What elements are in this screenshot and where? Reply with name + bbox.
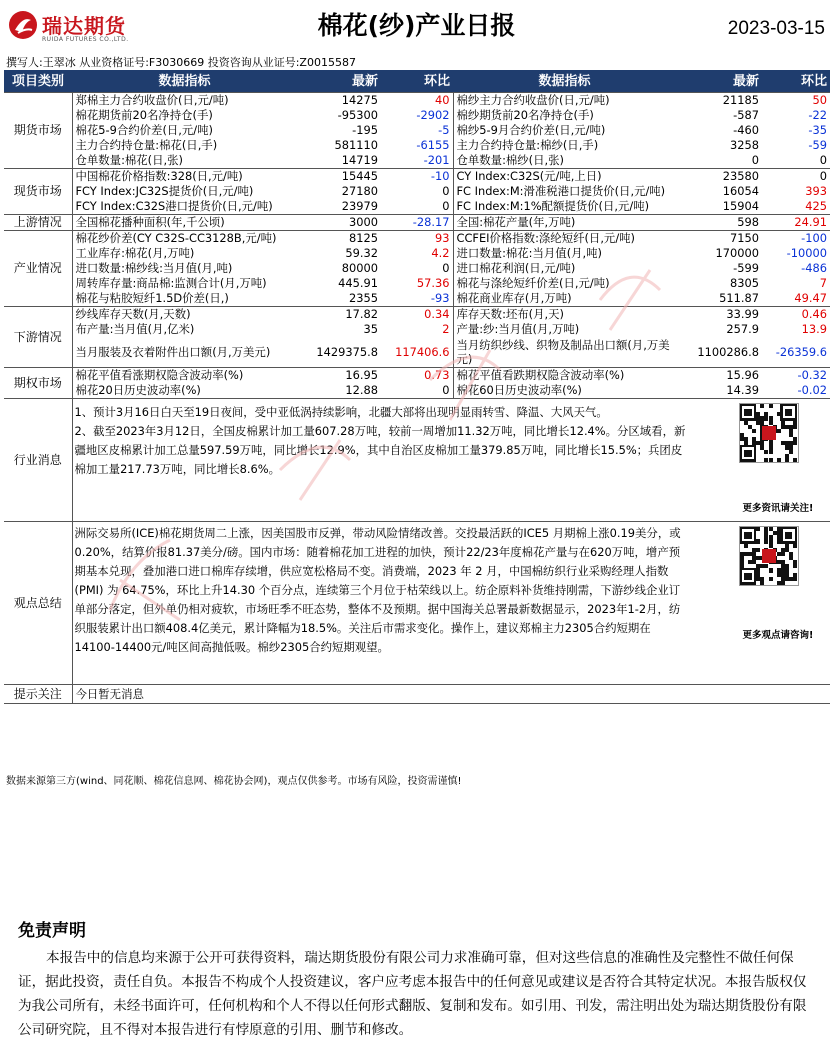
report-date: 2023-03-15 — [727, 18, 825, 39]
change-value: -0.32 — [762, 368, 830, 384]
latest-value: 3258 — [730, 138, 759, 152]
indicator-name: 棉花60日历史波动率(%) — [456, 383, 582, 397]
latest-value: 33.99 — [676, 307, 762, 323]
change-value: 0 — [381, 199, 453, 215]
col-category: 项目类别 — [4, 70, 72, 93]
latest-value: -95300 — [337, 108, 378, 122]
change-value: 49.47 — [794, 291, 827, 305]
col-latest-right: 最新 — [676, 70, 762, 93]
latest-value: 16054 — [722, 184, 759, 198]
indicator-name: 主力合约持仓量:棉花(日,手) — [75, 138, 218, 152]
indicator-name: 当月服装及衣着附件出口额(月,万美元) — [75, 344, 271, 359]
category-cell: 产业情况 — [4, 231, 72, 307]
table-row — [4, 199, 830, 215]
indicator-name: FCY Index:C32S港口提货价(日,元/吨) — [75, 199, 273, 213]
change-value: -201 — [381, 153, 453, 169]
latest-value: -460 — [733, 123, 759, 137]
change-value: -486 — [801, 261, 827, 275]
change-value: 117406.6 — [381, 337, 453, 368]
change-value: 0 — [762, 169, 830, 185]
latest-value: 59.32 — [345, 246, 378, 260]
change-value: 425 — [805, 199, 827, 213]
indicator-name: 纱线库存天数(月,天数) — [72, 307, 297, 323]
indicator-name: 棉花平值看涨期权隐含波动率(%) — [72, 368, 297, 384]
col-latest-left: 最新 — [297, 70, 381, 93]
indicator-name: 全国棉花播种面积(年,千公顷) — [72, 215, 297, 231]
change-value: 0 — [381, 184, 453, 199]
change-value: 4.2 — [381, 246, 453, 261]
table-row — [4, 231, 830, 247]
latest-value: 8125 — [297, 231, 381, 247]
change-value: -6155 — [381, 138, 453, 153]
latest-value: 1100286.8 — [697, 344, 759, 359]
change-value: 0.73 — [381, 368, 453, 384]
change-value: -35 — [808, 123, 827, 137]
indicator-name: 主力合约持仓量:棉纱(日,手) — [456, 138, 599, 152]
indicator-name: 进口数量:棉纱线:当月值(月,吨) — [75, 261, 233, 275]
table-body — [4, 93, 830, 399]
indicator-name: 布产量:当月值(月,亿米) — [75, 322, 195, 336]
news-category: 行业消息 — [4, 399, 72, 522]
latest-value: 15445 — [297, 169, 381, 185]
view-category: 观点总结 — [4, 522, 72, 685]
table-row — [4, 108, 830, 123]
table-row — [4, 337, 830, 368]
col-change-right: 环比 — [762, 70, 830, 93]
qr-caption: 更多观点请咨询! — [742, 630, 814, 641]
latest-value: 23979 — [341, 199, 378, 213]
category-cell: 现货市场 — [4, 169, 72, 215]
indicator-name: 棉纱期货前20名净持仓(手) — [456, 108, 594, 122]
change-value: -26359.6 — [775, 344, 827, 359]
table-row — [4, 169, 830, 185]
table-row — [4, 368, 830, 384]
table-header-row — [4, 70, 830, 93]
category-cell: 期货市场 — [4, 93, 72, 169]
latest-value: 14.39 — [726, 383, 759, 397]
latest-value: 581110 — [334, 138, 378, 152]
latest-value: 257.9 — [726, 322, 759, 336]
col-indicator-left: 数据指标 — [72, 70, 297, 93]
indicator-name: 棉纱5-9月合约价差(日,元/吨) — [456, 123, 606, 137]
table-row — [4, 138, 830, 153]
latest-value: 15904 — [722, 199, 759, 213]
change-value: 40 — [381, 93, 453, 109]
change-value: -100 — [762, 231, 830, 247]
latest-value: 21185 — [676, 93, 762, 109]
change-value: 57.36 — [381, 276, 453, 291]
indicator-name: 棉纱主力合约收盘价(日,元/吨) — [453, 93, 676, 109]
indicator-name: 工业库存:棉花(月,万吨) — [75, 246, 195, 260]
change-value: -10 — [381, 169, 453, 185]
latest-value: 8305 — [730, 276, 759, 290]
change-value: 0 — [381, 383, 453, 399]
indicator-name: 产量:纱:当月值(月,万吨) — [456, 322, 580, 336]
latest-value: -587 — [733, 108, 759, 122]
table-row — [4, 276, 830, 291]
indicator-name: FC Index:M:滑准税港口提货价(日,元/吨) — [456, 184, 666, 198]
indicator-name: 仓单数量:棉花(日,张) — [75, 153, 183, 167]
latest-value: 27180 — [341, 184, 378, 198]
indicator-name: 中国棉花价格指数:328(日,元/吨) — [72, 169, 297, 185]
change-value: -2902 — [381, 108, 453, 123]
indicator-name: 周转库存量:商品棉:监测合计(月,万吨) — [75, 276, 267, 290]
table-row — [4, 246, 830, 261]
latest-value: -195 — [352, 123, 378, 137]
indicator-name: 棉花期货前20名净持仓(手) — [75, 108, 213, 122]
indicator-name: CCFEI价格指数:涤纶短纤(日,元/吨) — [453, 231, 676, 247]
change-value: 0 — [819, 153, 827, 167]
latest-value: 1429375.8 — [316, 344, 378, 359]
category-cell: 上游情况 — [4, 215, 72, 231]
latest-value: 16.95 — [297, 368, 381, 384]
indicator-name: 进口数量:棉花:当月值(月,吨) — [456, 246, 602, 260]
indicator-name: FCY Index:JC32S提货价(日,元/吨) — [75, 184, 254, 198]
table-row — [4, 215, 830, 231]
logo-subtitle: RUIDA FUTURES CO.,LTD. — [42, 36, 129, 43]
notice-row — [4, 685, 830, 704]
indicator-name: FC Index:M:1%配额提货价(日,元/吨) — [456, 199, 650, 213]
indicator-name: 棉花纱价差(CY C32S-CC3128B,元/吨) — [72, 231, 297, 247]
change-value: 0 — [381, 261, 453, 276]
indicator-name: 棉花与粘胶短纤1.5D价差(日,) — [75, 291, 229, 305]
qr-caption: 更多资讯请关注! — [742, 503, 814, 514]
indicator-name: 当月纺织纱线、织物及制品出口额(月,万美元) — [456, 338, 670, 366]
table-row — [4, 291, 830, 307]
change-value: 0.34 — [381, 307, 453, 323]
data-source-footer: 数据来源第三方(wind、同花顺、棉花信息网、棉花协会网)，观点仅供参考。市场有风险，投资需谨慎! — [6, 776, 462, 787]
latest-value: 80000 — [341, 261, 378, 275]
category-cell: 下游情况 — [4, 307, 72, 368]
disclaimer-title: 免责声明 — [18, 921, 86, 941]
indicator-name: 棉花商业库存(月,万吨) — [456, 291, 572, 305]
report-header — [0, 0, 833, 52]
change-value: -93 — [381, 291, 453, 307]
latest-value: 12.88 — [345, 383, 378, 397]
news-cell — [72, 399, 830, 522]
change-value: 0.46 — [762, 307, 830, 323]
change-value: 13.9 — [801, 322, 827, 336]
change-value: 93 — [381, 231, 453, 247]
table-row — [4, 322, 830, 337]
change-value: -10000 — [786, 246, 827, 260]
change-value: 24.91 — [762, 215, 830, 231]
col-change-left: 环比 — [381, 70, 453, 93]
latest-value: 3000 — [297, 215, 381, 231]
latest-value: 7150 — [676, 231, 762, 247]
latest-value: 445.91 — [338, 276, 378, 290]
change-value: -0.02 — [797, 383, 827, 397]
latest-value: 2355 — [349, 291, 378, 305]
logo-name: 瑞达期货 — [42, 14, 126, 38]
latest-value: 170000 — [715, 246, 759, 260]
qr-code-icon — [739, 526, 799, 586]
disclaimer-body: 本报告中的信息均来源于公开可获得资料，瑞达期货股份有限公司力求准确可靠，但对这些信息的准确性及完整性不做任何保证，据此投资，责任自负。本报告不构成个人投资建议，客户应考虑本报告中的任何意见或建议是否符合其特定状况。本报告版权仅为我公司所有，未经书面许可，任何机构和个人不得以任何形式翻版、复制和发布。如引用、刊发，需注明出处为瑞达期货股份有限公司研究院，且不得对本报告进行有悖原意的引用、删节和修改。 — [18, 950, 807, 1038]
news-text: 1、预计3月16日白天至19日夜间，受中亚低涡持续影响，北疆大部将出现明显雨转雪、降温、大风天气。 2、截至2023年3月12日，全国皮棉累计加工量607.28万吨，较前一周增加11.32万吨，同比增长12.4%。分区域看，新疆地区皮棉累计加工总量597.59万吨，同比增长12.9%，其中自治区皮棉加工量379.85万吨，同比增长15.5%；兵团皮棉加工量217.73万吨，同比增长8.6%。 — [74, 405, 686, 476]
change-value: -59 — [808, 138, 827, 152]
indicator-name: 棉花与涤纶短纤价差(日,元/吨) — [456, 276, 610, 290]
view-row — [4, 522, 830, 685]
indicator-name: 郑棉主力合约收盘价(日,元/吨) — [72, 93, 297, 109]
latest-value: 14275 — [297, 93, 381, 109]
table-row — [4, 261, 830, 276]
author-line: 撰写人:王翠冰 从业资格证号:F3030669 投资咨询从业证号:Z0015587 — [6, 56, 356, 69]
latest-value: 23580 — [676, 169, 762, 185]
view-cell — [72, 522, 830, 685]
qr-code-icon — [739, 403, 799, 463]
indicator-name: 库存天数:坯布(月,天) — [453, 307, 676, 323]
col-indicator-right: 数据指标 — [453, 70, 676, 93]
latest-value: 598 — [676, 215, 762, 231]
indicator-name: 棉花20日历史波动率(%) — [75, 383, 201, 397]
latest-value: 0 — [751, 153, 759, 167]
report-title: 棉花(纱)产业日报 — [317, 11, 516, 40]
indicator-name: 棉花平值看跌期权隐含波动率(%) — [453, 368, 676, 384]
table-row — [4, 153, 830, 169]
indicator-name: CY Index:C32S(元/吨,上日) — [453, 169, 676, 185]
notice-text: 今日暂无消息 — [72, 685, 830, 704]
latest-value: 14719 — [341, 153, 378, 167]
latest-value: -599 — [733, 261, 759, 275]
latest-value: 15.96 — [676, 368, 762, 384]
change-value: -28.17 — [381, 215, 453, 231]
latest-value: 511.87 — [719, 291, 759, 305]
indicator-name: 进口棉花利润(日,元/吨) — [456, 261, 576, 275]
indicator-name: 仓单数量:棉纱(日,张) — [456, 153, 564, 167]
table-row — [4, 93, 830, 109]
notice-category: 提示关注 — [4, 685, 72, 704]
news-row — [4, 399, 830, 522]
change-value: 50 — [762, 93, 830, 109]
latest-value: 35 — [363, 322, 378, 336]
data-table — [4, 70, 830, 704]
change-value: -22 — [808, 108, 827, 122]
view-text: 洲际交易所(ICE)棉花期货周二上涨，因美国股市反弹，带动风险情绪改善。交投最活跃的ICE5 月期棉上涨0.19美分，或0.20%，结算价报81.37美分/磅。国内市场：随着棉花加工进程的加快，预计22/23年度棉花产量与在620万吨，增产预期基本兑现，叠加港口进口棉库存续增，供应宽松格局不变。消费端，2023 年 2 月，中国棉纺织行业采购经理人指数 (PMI) 为 64.75%，环比上升14.30 个百分点，连续第三个月位于枯荣线以上。纺企原料补货维持刚需，下游纱线企业订单部分落定，但外单仍相对疲软，市场旺季不旺态势，整体不及预期。据中国海关总署最新数据显示，2023年1-2月，纺织服装累计出口额408.4亿美元，累计降幅为18.5%。关注后市需求变化。操作上，建议郑棉主力2305合约短期在14100-14400元/吨区间高抛低吸。棉纱2305合约短期观望。 — [74, 526, 681, 654]
table-row — [4, 184, 830, 199]
latest-value: 17.82 — [297, 307, 381, 323]
change-value: 2 — [381, 322, 453, 337]
category-cell: 期权市场 — [4, 368, 72, 399]
change-value: 393 — [805, 184, 827, 198]
table-row — [4, 383, 830, 399]
table-row — [4, 123, 830, 138]
change-value: 7 — [819, 276, 827, 290]
indicator-name: 棉花5-9合约价差(日,元/吨) — [75, 123, 213, 137]
table-row — [4, 307, 830, 323]
change-value: -5 — [381, 123, 453, 138]
indicator-name: 全国:棉花产量(年,万吨) — [453, 215, 676, 231]
